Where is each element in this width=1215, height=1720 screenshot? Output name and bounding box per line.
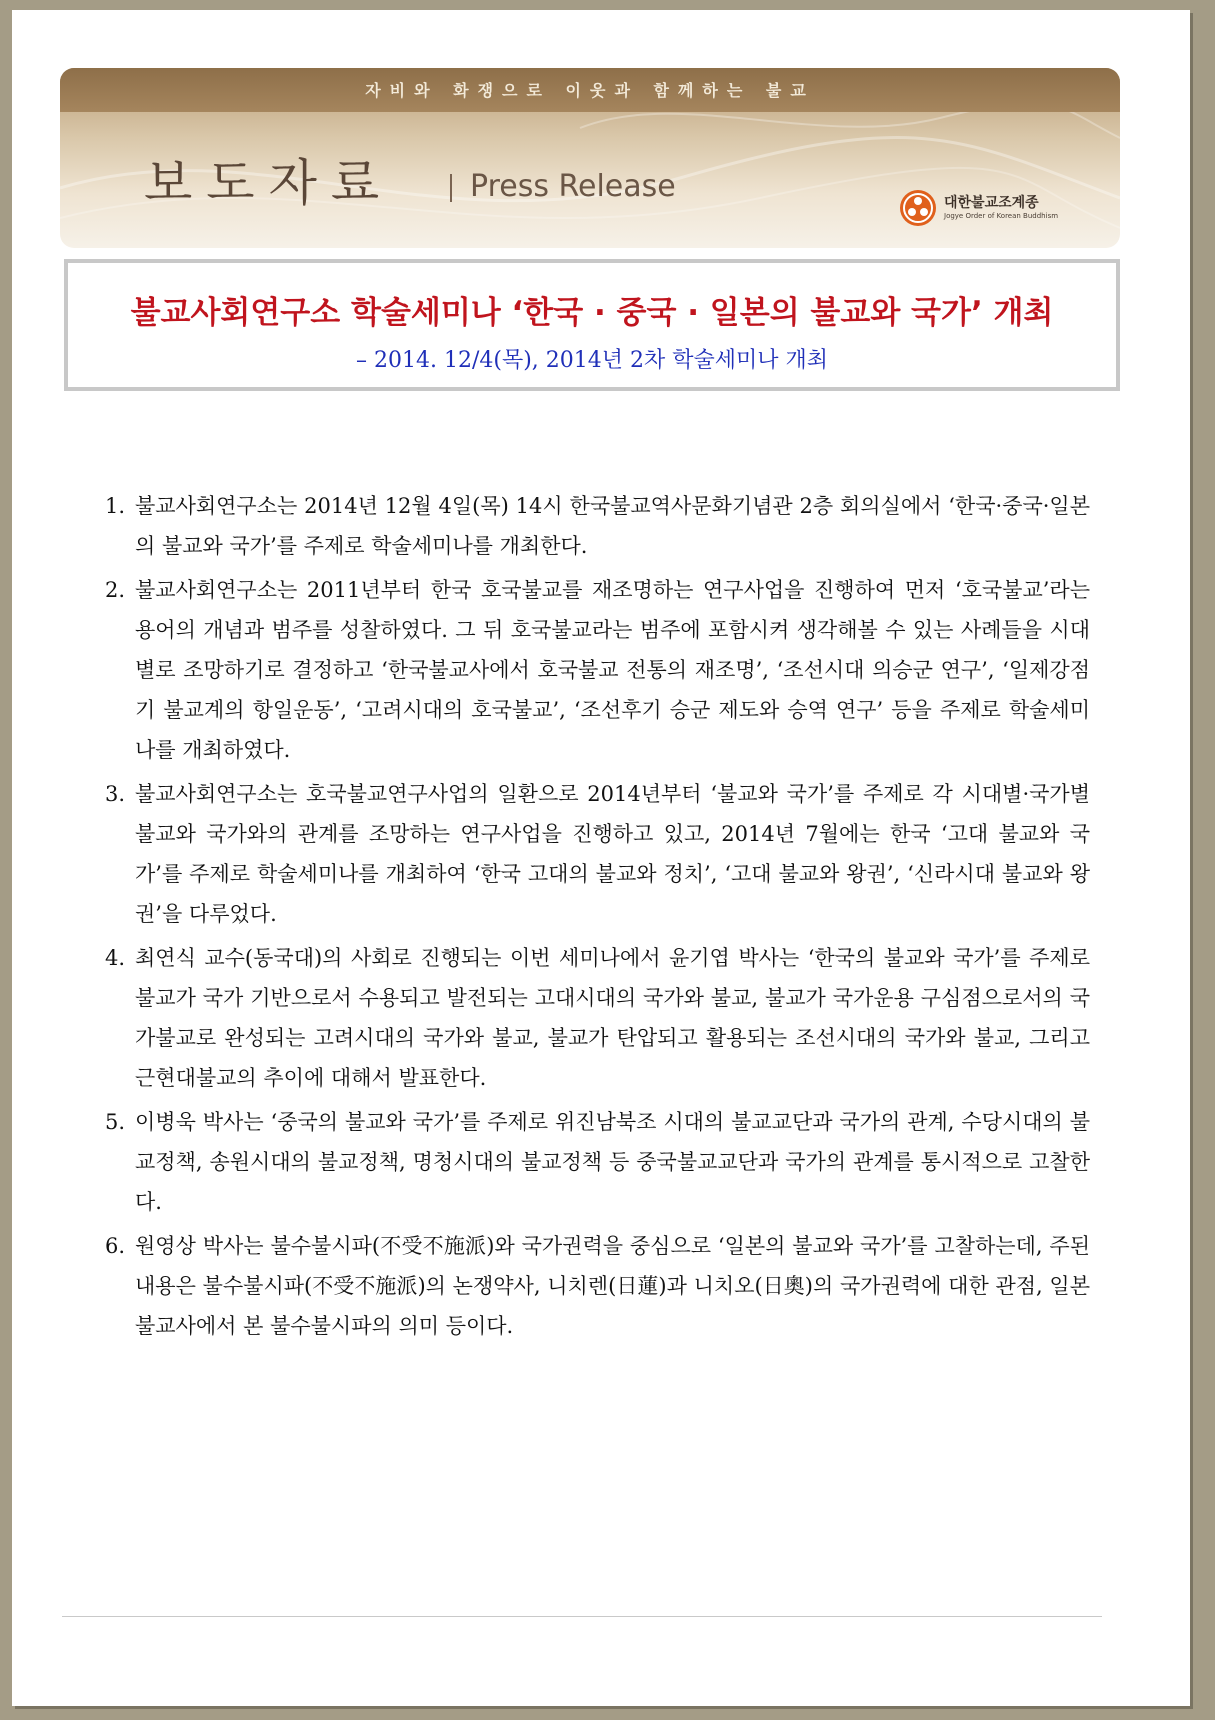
paragraph-text: 불교사회연구소는 2014년 12월 4일(목) 14시 한국불교역사문화기념관 2층 회의실에서 ‘한국·중국·일본의 불교와 국가’를 주제로 학술세미나를 개최한다. — [135, 494, 1090, 558]
banner-motto: 자비와 화쟁으로 이웃과 함께하는 불교 — [365, 81, 815, 100]
paragraph-number: 3. — [105, 782, 126, 806]
paragraph — [105, 938, 1090, 1098]
banner-title: 보도자료 — [144, 154, 394, 212]
paragraph-text: 최연식 교수(동국대)의 사회로 진행되는 이번 세미나에서 윤기엽 박사는 ‘한국의 불교와 국가’를 주제로 불교가 국가 기반으로서 수용되고 발전되는 고대시대의 국가와 불교, 불교가 국가운용 구심점으로서의 국가불교로 완성되는 고려시대의 국가와 불교, 불교가 탄압되고 활용되는 조선시대의 국가와 불교, 그리고 근현대불교의 추이에 대해서 발표한다. — [135, 946, 1090, 1090]
press-release-body — [105, 486, 1090, 1350]
banner-divider — [450, 174, 452, 202]
headline-box — [64, 259, 1120, 391]
org-name: 대한불교조계종 — [944, 195, 1039, 211]
banner-title-en: Press Release — [470, 169, 676, 204]
paragraph-text: 불교사회연구소는 2011년부터 한국 호국불교를 재조명하는 연구사업을 진행하여 먼저 ‘호국불교’라는 용어의 개념과 범주를 성찰하였다. 그 뒤 호국불교라는 범주에 포함시켜 생각해볼 수 있는 사례들을 시대별로 조망하기로 결정하고 ‘한국불교사에서 호국불교 전통의 재조명’, ‘조선시대 의승군 연구’, ‘일제강점기 불교계의 항일운동’, ‘고려시대의 호국불교’, ‘조선후기 승군 제도와 승역 연구’ 등을 주제로 학술세미나를 개최하였다. — [135, 578, 1090, 762]
jogye-logo — [898, 188, 1098, 228]
paragraph — [105, 486, 1090, 566]
paragraph-number: 2. — [105, 578, 126, 602]
headline-title: 불교사회연구소 학술세미나 ‘한국 · 중국 · 일본의 불교와 국가’ 개최 — [130, 295, 1054, 331]
paragraph-text: 원영상 박사는 불수불시파(不受不施派)와 국가권력을 중심으로 ‘일본의 불교와 국가’를 고찰하는데, 주된 내용은 불수불시파(不受不施派)의 논쟁약사, 니치렌(日蓮)과 니치오(日奧)의 국가권력에 대한 관점, 일본불교사에서 본 불수불시파의 의미 등이다. — [135, 1234, 1090, 1338]
paragraph-text: 이병욱 박사는 ‘중국의 불교와 국가’를 주제로 위진남북조 시대의 불교교단과 국가의 관계, 수당시대의 불교정책, 송원시대의 불교정책, 명청시대의 불교정책 등 중국불교교단과 국가의 관계를 통시적으로 고찰한다. — [135, 1110, 1090, 1214]
paragraph — [105, 570, 1090, 770]
paragraph — [105, 774, 1090, 934]
press-release-banner — [60, 68, 1120, 248]
headline-subtitle: – 2014. 12/4(목), 2014년 2차 학술세미나 개최 — [355, 348, 828, 373]
footer-divider — [62, 1616, 1102, 1617]
paragraph-text: 불교사회연구소는 호국불교연구사업의 일환으로 2014년부터 ‘불교와 국가’를 주제로 각 시대별·국가별 불교와 국가와의 관계를 조망하는 연구사업을 진행하고 있고, 2014년 7월에는 한국 ‘고대 불교와 국가’를 주제로 학술세미나를 개최하여 ‘한국 고대의 불교와 정치’, ‘고대 불교와 왕권’, ‘신라시대 불교와 왕권’을 다루었다. — [135, 782, 1090, 926]
paragraph-number: 4. — [105, 946, 126, 970]
paragraph-number: 6. — [105, 1234, 126, 1258]
org-name-en: Jogye Order of Korean Buddhism — [944, 212, 1059, 220]
paragraph — [105, 1102, 1090, 1222]
jogye-emblem-icon — [898, 188, 938, 228]
paragraph-number: 1. — [105, 494, 126, 518]
paragraph-number: 5. — [105, 1110, 126, 1134]
paragraph — [105, 1226, 1090, 1346]
